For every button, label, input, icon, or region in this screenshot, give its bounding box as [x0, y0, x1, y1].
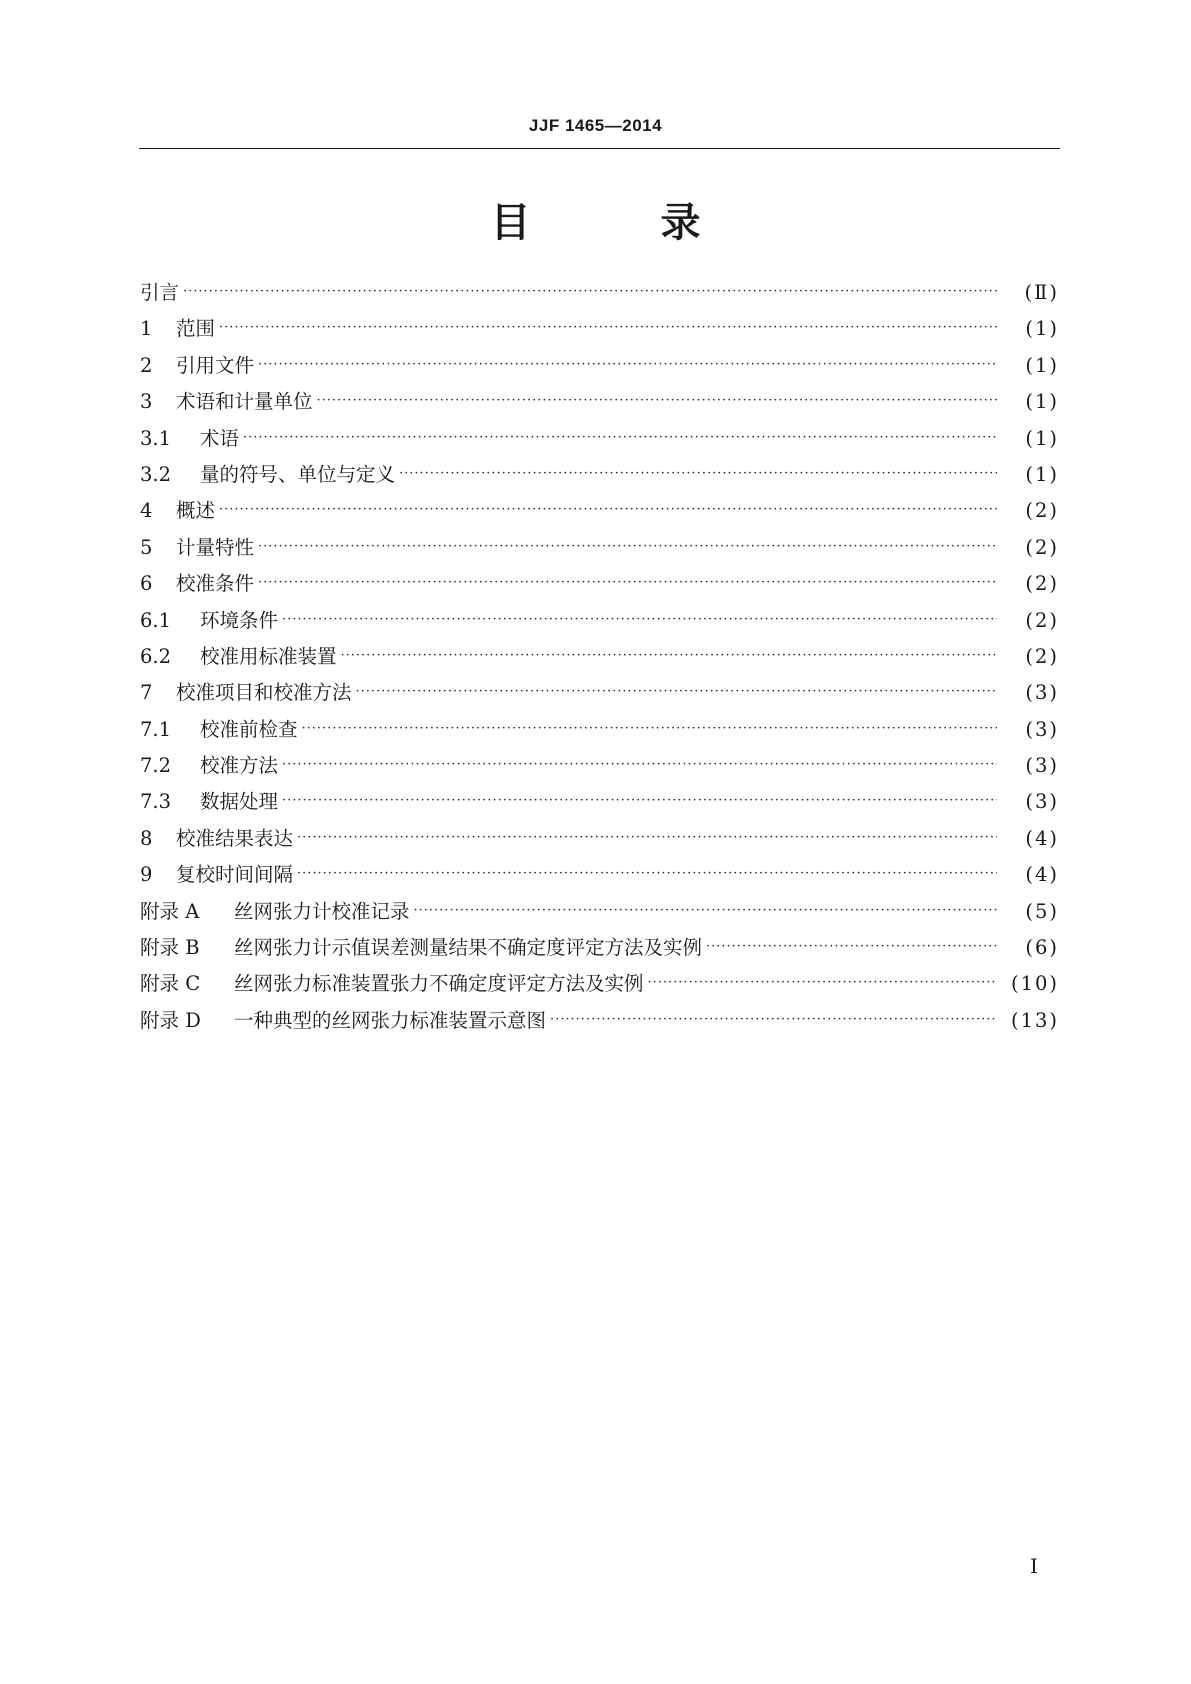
toc-entry-title: 校准条件 — [176, 572, 255, 596]
toc-leader-dots — [302, 711, 997, 747]
toc-entry[interactable] — [140, 311, 1059, 347]
toc-entry-number: 附录 B — [140, 936, 200, 960]
toc-entry-number: 3.2 — [140, 462, 172, 486]
toc-entry-title: 校准结果表达 — [176, 826, 294, 850]
toc-entry-page: (5) — [1025, 899, 1059, 923]
toc-entry-title: 引言 — [140, 281, 180, 304]
toc-entry[interactable] — [140, 530, 1059, 566]
page-number: Ⅰ — [1030, 1554, 1038, 1578]
toc-entry-page: (Ⅱ) — [1024, 281, 1059, 304]
toc-entry-number: 7.2 — [140, 754, 172, 778]
toc-leader-dots — [219, 310, 997, 346]
toc-entry-appendix[interactable] — [140, 1003, 1059, 1039]
toc-entry-page: (2) — [1025, 499, 1059, 523]
toc-entry-title: 丝网张力标准装置张力不确定度评定方法及实例 — [234, 972, 644, 996]
toc-entry-title: 校准方法 — [200, 754, 279, 778]
toc-entry-title: 校准前检查 — [200, 717, 298, 741]
toc-title: 目 录 — [490, 200, 759, 246]
toc-entry-number: 附录 C — [140, 972, 201, 996]
toc-entry-number: 附录 A — [140, 899, 200, 923]
toc-leader-dots — [258, 347, 997, 383]
toc-entry[interactable] — [140, 384, 1059, 420]
toc-entry-foreword[interactable] — [140, 275, 1059, 311]
toc-leader-dots — [243, 420, 997, 456]
toc-entry-page: (10) — [1010, 972, 1059, 996]
toc-entry-number: 3.1 — [140, 426, 172, 450]
toc-entry-number: 7.1 — [140, 717, 172, 741]
toc-entry-number: 7.3 — [140, 790, 172, 814]
toc-entry-page: (1) — [1025, 390, 1059, 414]
toc-entry-number: 9 — [140, 863, 153, 887]
toc-entry-title: 量的符号、单位与定义 — [200, 462, 396, 486]
toc-entry-page: (4) — [1025, 826, 1059, 850]
toc-entry-title: 校准项目和校准方法 — [176, 681, 352, 705]
toc-entry-title: 一种典型的丝网张力标准装置示意图 — [234, 1008, 547, 1032]
toc-entry[interactable] — [140, 784, 1059, 820]
toc-leader-dots — [414, 893, 997, 929]
toc-entry[interactable] — [140, 712, 1059, 748]
toc-entry[interactable] — [140, 566, 1059, 602]
toc-entry-appendix[interactable] — [140, 930, 1059, 966]
toc-entry-title: 概述 — [176, 499, 216, 523]
toc-leader-dots — [550, 1002, 997, 1038]
toc-entry-title: 术语 — [200, 426, 240, 450]
document-code: JJF 1465—2014 — [528, 116, 663, 135]
toc-entry-page: (3) — [1025, 790, 1059, 814]
toc-entry[interactable] — [140, 857, 1059, 893]
toc-entry[interactable] — [140, 748, 1059, 784]
toc-entry-page: (3) — [1025, 681, 1059, 705]
toc-entry-title: 计量特性 — [176, 535, 255, 559]
toc-entry-page: (3) — [1025, 754, 1059, 778]
toc-entry-appendix[interactable] — [140, 894, 1059, 930]
toc-entry-number: 2 — [140, 353, 153, 377]
toc-entry-title: 数据处理 — [200, 790, 279, 814]
toc-leader-dots — [282, 783, 997, 819]
toc-entry[interactable] — [140, 457, 1059, 493]
toc-entry[interactable] — [140, 348, 1059, 384]
toc-leader-dots — [282, 602, 997, 638]
toc-entry-title: 丝网张力计校准记录 — [234, 899, 410, 923]
toc-entry-page: (2) — [1025, 535, 1059, 559]
toc-leader-dots — [258, 529, 997, 565]
toc-entry-number: 7 — [140, 681, 153, 705]
toc-entry-title: 引用文件 — [176, 353, 255, 377]
toc-entry-page: (1) — [1025, 462, 1059, 486]
toc-entry[interactable] — [140, 639, 1059, 675]
toc-leader-dots — [341, 638, 997, 674]
table-of-contents — [140, 275, 1059, 1039]
toc-entry-number: 3 — [140, 390, 153, 414]
toc-leader-dots — [356, 674, 997, 710]
header-rule — [139, 148, 1060, 149]
toc-leader-dots — [706, 929, 997, 965]
toc-entry-number: 8 — [140, 826, 153, 850]
toc-entry-page: (1) — [1025, 426, 1059, 450]
toc-entry-page: (1) — [1025, 353, 1059, 377]
toc-leader-dots — [258, 565, 997, 601]
toc-entry-title: 术语和计量单位 — [176, 390, 313, 414]
toc-entry-number: 5 — [140, 535, 153, 559]
toc-entry-title: 复校时间间隔 — [176, 863, 294, 887]
toc-leader-dots — [399, 456, 997, 492]
toc-entry-title: 环境条件 — [200, 608, 279, 632]
toc-leader-dots — [183, 274, 997, 310]
toc-entry-page: (3) — [1025, 717, 1059, 741]
toc-entry-page: (6) — [1025, 936, 1059, 960]
toc-entry-page: (2) — [1025, 644, 1059, 668]
toc-entry[interactable] — [140, 821, 1059, 857]
toc-leader-dots — [297, 856, 997, 892]
toc-leader-dots — [317, 383, 997, 419]
toc-entry[interactable] — [140, 421, 1059, 457]
toc-entry-number: 6.2 — [140, 644, 172, 668]
toc-entry-appendix[interactable] — [140, 966, 1059, 1002]
toc-entry[interactable] — [140, 603, 1059, 639]
toc-entry-page: (2) — [1025, 572, 1059, 596]
toc-entry[interactable] — [140, 493, 1059, 529]
toc-leader-dots — [282, 747, 997, 783]
toc-entry-number: 4 — [140, 499, 153, 523]
toc-entry-page: (13) — [1010, 1008, 1059, 1032]
toc-entry-number: 6 — [140, 572, 153, 596]
toc-entry-page: (2) — [1025, 608, 1059, 632]
toc-entry-page: (4) — [1025, 863, 1059, 887]
toc-entry-title: 丝网张力计示值误差测量结果不确定度评定方法及实例 — [234, 936, 703, 960]
toc-entry-number: 附录 D — [140, 1008, 201, 1032]
toc-entry-title: 校准用标准装置 — [200, 644, 337, 668]
toc-entry-title: 范围 — [176, 317, 216, 341]
toc-entry-page: (1) — [1025, 317, 1059, 341]
toc-leader-dots — [219, 492, 997, 528]
toc-entry-number: 1 — [140, 317, 153, 341]
toc-leader-dots — [648, 965, 997, 1001]
toc-leader-dots — [297, 820, 997, 856]
toc-entry-number: 6.1 — [140, 608, 172, 632]
toc-entry[interactable] — [140, 675, 1059, 711]
